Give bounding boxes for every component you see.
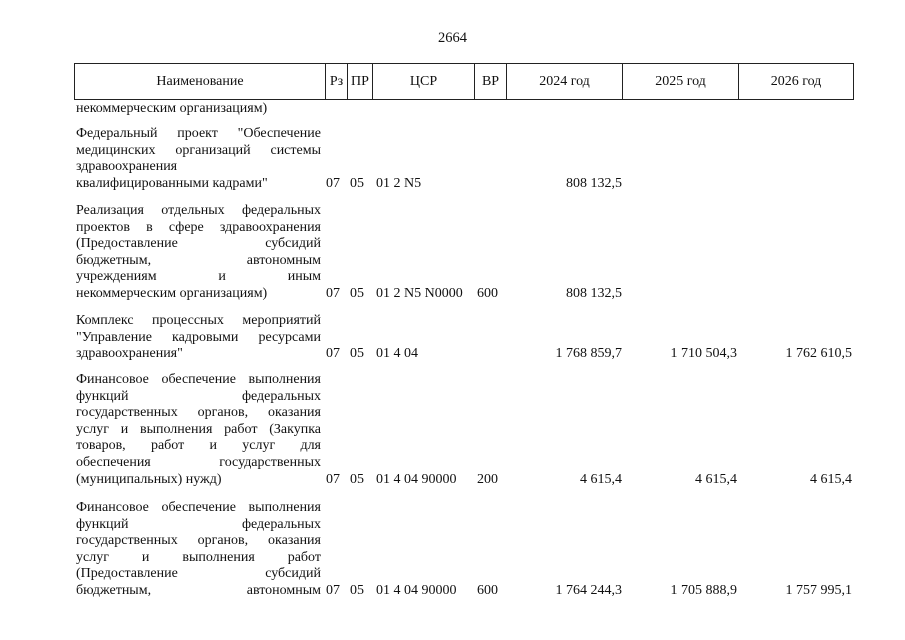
row-name-line: Финансовое обеспечение выполнения — [76, 500, 321, 515]
row-name-line: бюджетным, автономным — [76, 582, 321, 598]
row-rz: 07 — [326, 286, 340, 301]
row-amount-2026: 4 615,4 — [810, 471, 852, 487]
row-name-line: медицинских организаций системы — [76, 142, 321, 158]
row-name-line: Федеральный проект "Обеспечение — [76, 126, 321, 141]
row-name-line: функций федеральных — [76, 516, 321, 532]
row-name — [76, 500, 321, 600]
row-name-line: "Управление кадровыми ресурсами — [76, 329, 321, 345]
header-csr: ЦСР — [372, 63, 474, 100]
row-vr: 600 — [477, 583, 498, 598]
row-amount-2025: 1 705 888,9 — [670, 583, 737, 598]
header-name: Наименование — [74, 63, 325, 100]
header-2024: 2024 год — [506, 63, 622, 100]
row-name-line: учреждениям и иным — [76, 269, 321, 285]
header-2025: 2025 год — [622, 63, 738, 100]
row-amount-2024: 808 132,5 — [566, 175, 622, 191]
row-pr: 05 — [350, 471, 364, 487]
row-name-line: (муниципальных) нужд) — [76, 471, 222, 487]
page-number: 2664 — [438, 30, 467, 46]
row-name-line: услуг и выполнения работ — [76, 549, 321, 565]
row-csr: 01 4 04 — [376, 346, 418, 362]
row-rz: 07 — [326, 175, 340, 191]
row-amount-2026: 1 757 995,1 — [785, 583, 852, 598]
row-name-line: (Предоставление субсидий — [76, 566, 321, 582]
header-pr: ПР — [347, 63, 372, 100]
row-pr: 05 — [350, 175, 364, 191]
row-name-line: здравоохранения — [76, 159, 178, 175]
row-name-line: услуг и выполнения работ (Закупка — [76, 421, 321, 437]
row-name-line: государственных органов, оказания — [76, 533, 321, 549]
row-vr: 600 — [477, 286, 498, 301]
row-name-line: функций федеральных — [76, 388, 321, 404]
row-amount-2025: 4 615,4 — [695, 471, 737, 487]
row-csr: 01 4 04 90000 — [376, 471, 457, 487]
row-name-line: бюджетным, автономным — [76, 252, 321, 268]
header-2026: 2026 год — [738, 63, 854, 100]
row-name-line: государственных органов, оказания — [76, 405, 321, 421]
row-name — [76, 313, 321, 363]
row-rz: 07 — [326, 583, 340, 598]
row-name — [76, 203, 321, 303]
row-name-line: некоммерческим организациям) — [76, 285, 268, 301]
row-vr: 200 — [477, 471, 498, 487]
row-name — [76, 101, 321, 118]
row-amount-2024: 1 768 859,7 — [555, 346, 622, 362]
row-name-line: здравоохранения" — [76, 346, 183, 362]
row-amount-2024: 808 132,5 — [566, 286, 622, 301]
row-name-line: товаров, работ и услуг для — [76, 438, 321, 454]
row-rz: 07 — [326, 471, 340, 487]
row-pr: 05 — [350, 286, 364, 301]
row-pr: 05 — [350, 583, 364, 598]
row-csr: 01 2 N5 — [376, 175, 422, 191]
row-name — [76, 126, 321, 192]
header-vr: ВР — [474, 63, 506, 100]
row-amount-2024: 1 764 244,3 — [555, 583, 622, 598]
row-rz: 07 — [326, 346, 340, 362]
row-name-line: обеспечения государственных — [76, 454, 321, 470]
row-csr: 01 2 N5 N0000 — [376, 286, 463, 301]
header-rz: Рз — [325, 63, 347, 100]
row-name-line: некоммерческим организациям) — [76, 101, 268, 116]
row-amount-2025: 1 710 504,3 — [670, 346, 737, 362]
row-name-line: квалифицированными кадрами" — [76, 175, 268, 191]
row-name-line: Реализация отдельных федеральных — [76, 203, 321, 218]
row-name-line: проектов в сфере здравоохранения — [76, 219, 321, 235]
row-csr: 01 4 04 90000 — [376, 583, 457, 598]
row-name-line: Финансовое обеспечение выполнения — [76, 372, 321, 387]
row-amount-2024: 4 615,4 — [580, 471, 622, 487]
row-pr: 05 — [350, 346, 364, 362]
row-name-line: Комплекс процессных мероприятий — [76, 313, 321, 328]
row-name — [76, 372, 321, 488]
row-name-line: (Предоставление субсидий — [76, 236, 321, 252]
row-amount-2026: 1 762 610,5 — [785, 346, 852, 362]
